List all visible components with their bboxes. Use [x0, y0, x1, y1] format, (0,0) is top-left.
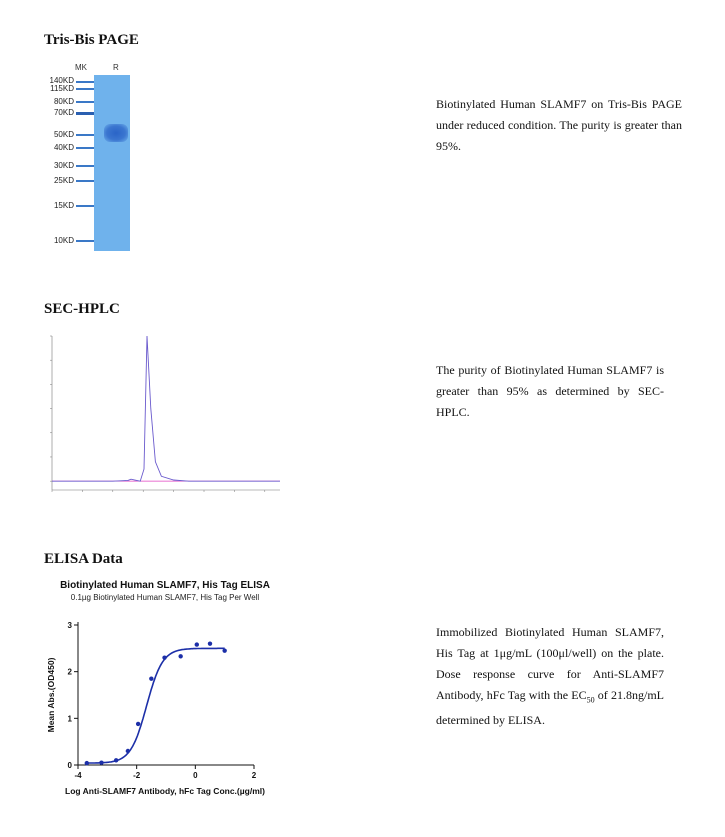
y-axis-label: Mean Abs.(OD450)	[46, 657, 56, 733]
y-tick-label: 1	[67, 714, 72, 724]
elisa-description	[436, 622, 664, 731]
data-point	[136, 722, 140, 726]
data-point	[85, 761, 89, 765]
data-point	[162, 655, 166, 659]
marker-label: 140KD	[49, 76, 74, 85]
sec-description: The purity of Biotinylated Human SLAMF7 is greater than 95% as determined by SEC-HPLC.	[436, 363, 664, 419]
sample-band	[104, 124, 128, 142]
fit-curve	[87, 648, 225, 763]
marker-band	[76, 205, 94, 207]
gel-background	[94, 75, 130, 251]
marker-band	[76, 180, 94, 182]
y-tick-label: 0	[67, 761, 72, 770]
marker-label: 10KD	[53, 236, 74, 245]
marker-band	[76, 81, 94, 83]
sec-hplc-chart	[40, 328, 290, 508]
x-tick-label: -2	[133, 771, 141, 780]
y-tick-label: 2	[67, 667, 72, 677]
marker-label: 40KD	[53, 143, 74, 152]
x-axis-label: Log Anti-SLAMF7 Antibody, hFc Tag Conc.(µg/ml)	[65, 786, 265, 796]
marker-label: 15KD	[53, 201, 74, 210]
marker-label: 25KD	[53, 176, 74, 185]
elisa-description-text: Immobilized Biotinylated Human SLAMF7, His Tag at 1μg/mL (100μl/well) on the plate. Dose response curve for Anti-SLAMF7 Antibody, hFc Tag with the EC	[436, 625, 664, 702]
marker-band	[76, 112, 94, 115]
data-point	[114, 758, 118, 762]
marker-band	[76, 240, 94, 242]
lane-label-mk: MK	[75, 63, 87, 72]
lane-label-r: R	[113, 63, 119, 72]
sec-trace-line	[52, 336, 280, 481]
data-point	[178, 654, 182, 658]
data-point	[222, 648, 226, 652]
marker-band	[76, 101, 94, 103]
page-section-title: Tris-Bis PAGE	[44, 32, 139, 48]
x-tick-label: -4	[74, 771, 82, 780]
marker-label: 115KD	[50, 84, 74, 93]
page-description: Biotinylated Human SLAMF7 on Tris-Bis PAGE under reduced condition. The purity is greater than 95%.	[436, 97, 682, 153]
elisa-chart	[40, 572, 300, 804]
marker-band	[76, 88, 94, 90]
elisa-section-title: ELISA Data	[44, 551, 123, 567]
data-point	[99, 760, 103, 764]
elisa-chart-subtitle: 0.1µg Biotinylated Human SLAMF7, His Tag Per Well	[70, 593, 260, 602]
marker-band	[76, 147, 94, 149]
x-tick-label: 0	[193, 771, 198, 780]
data-point	[208, 641, 212, 645]
marker-label: 70KD	[53, 108, 74, 117]
data-point	[195, 642, 199, 646]
data-point	[149, 676, 153, 680]
marker-band	[76, 134, 94, 136]
data-point	[126, 749, 130, 753]
y-tick-label: 3	[67, 621, 72, 630]
sec-section-title: SEC-HPLC	[44, 301, 120, 317]
marker-label: 50KD	[53, 130, 74, 139]
elisa-chart-title: Biotinylated Human SLAMF7, His Tag ELISA	[60, 580, 270, 591]
ec50-subscript: 50	[586, 695, 595, 705]
marker-label: 80KD	[53, 97, 74, 106]
marker-label: 30KD	[53, 161, 74, 170]
elisa-description-tail: of 21.8ng/mL determined by ELISA.	[436, 688, 665, 728]
marker-band	[76, 165, 94, 167]
x-tick-label: 2	[251, 771, 257, 780]
